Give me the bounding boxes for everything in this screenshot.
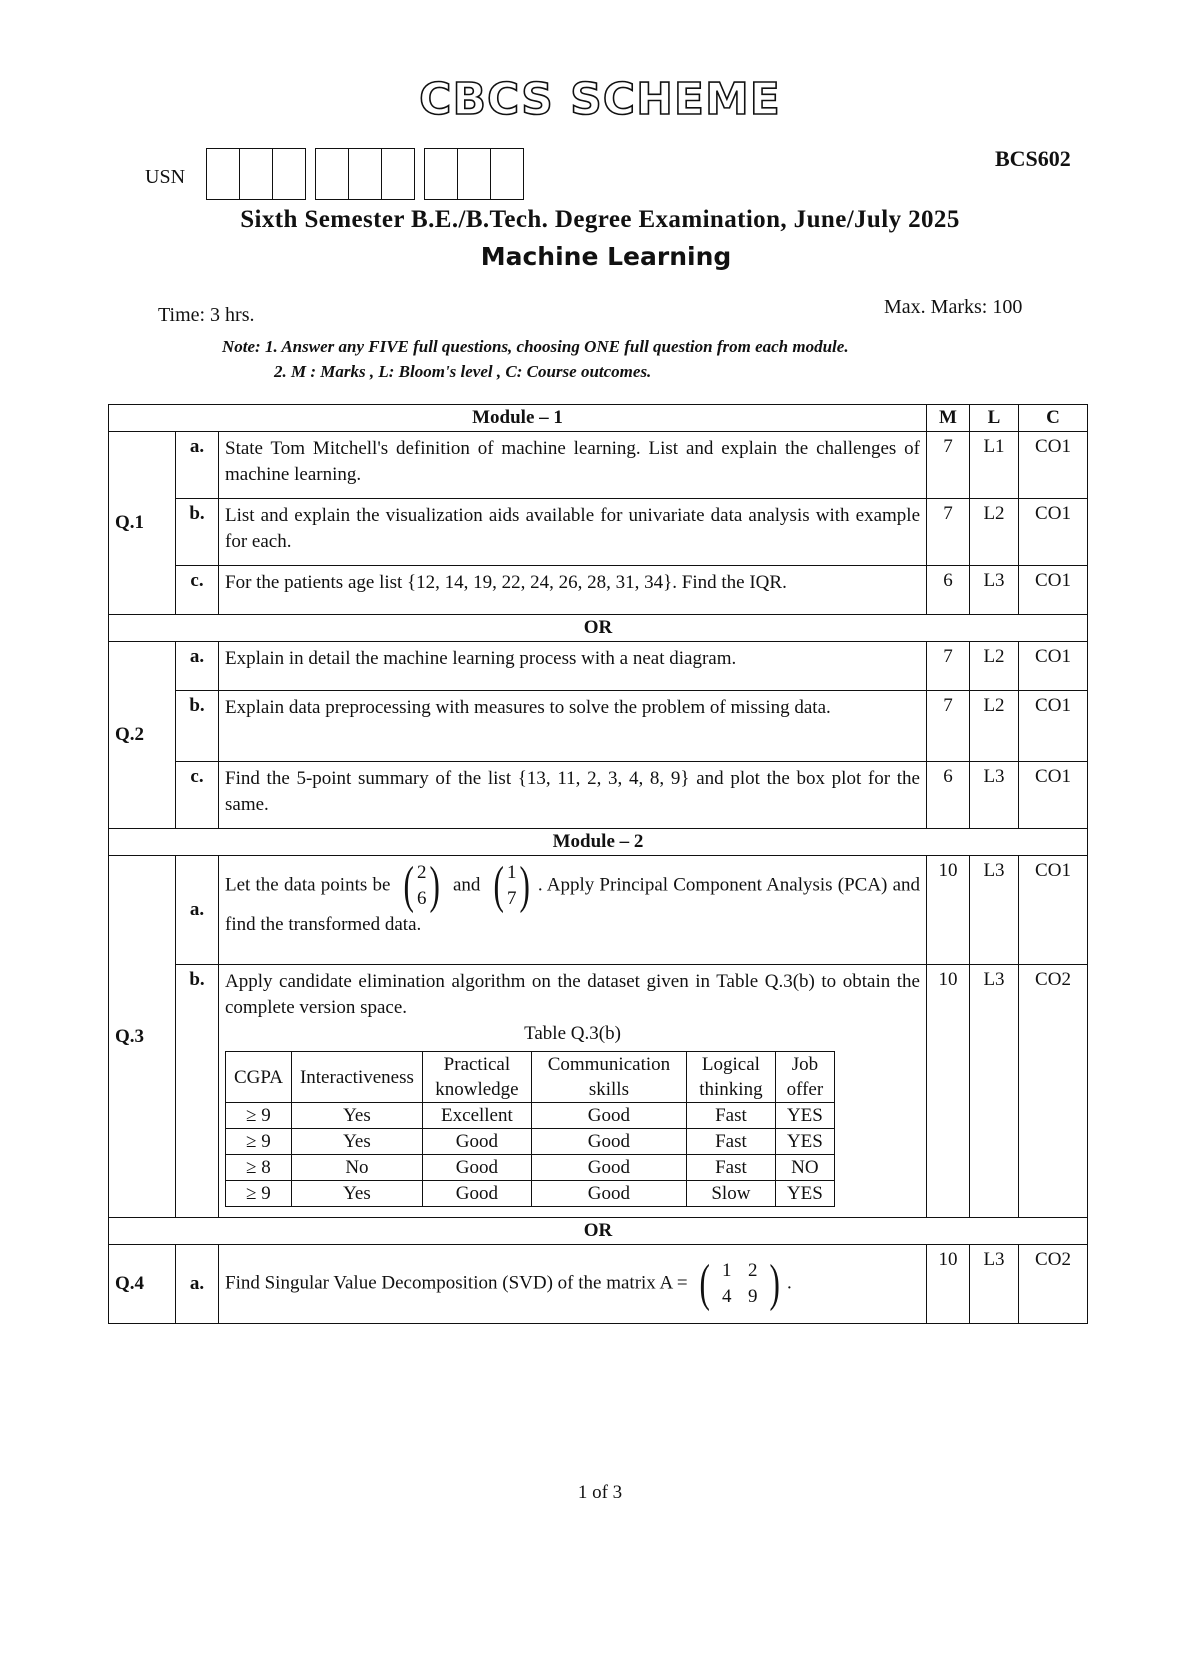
usn-box: [239, 148, 273, 200]
sub-label: a.: [176, 642, 219, 691]
blooms-level: L2: [970, 691, 1019, 762]
svd-text: Find Singular Value Decomposition (SVD) of the matrix A =: [225, 1272, 688, 1294]
or-label: OR: [109, 1218, 1088, 1245]
dataset-cell: Good: [531, 1155, 686, 1181]
question-number: Q.3: [109, 856, 176, 1218]
matrix-entry: 4: [721, 1286, 732, 1307]
module-1-header: [109, 405, 1088, 432]
question-row: [109, 965, 1088, 1218]
col-level-header: L: [970, 405, 1019, 432]
module-title: Module – 1: [109, 405, 927, 432]
or-label: OR: [109, 615, 1088, 642]
course-outcome: CO2: [1019, 1245, 1088, 1324]
dataset-row: [226, 1155, 835, 1181]
dataset-cell: Fast: [686, 1155, 775, 1181]
dataset-cell: Fast: [686, 1103, 775, 1129]
dataset-cell: Good: [531, 1103, 686, 1129]
question-text: List and explain the visualization aids available for univariate data analysis with example for each.: [219, 499, 927, 566]
time-allowed: Time: 3 hrs.: [158, 304, 255, 326]
sub-label: b.: [176, 965, 219, 1218]
question-text: Apply candidate elimination algorithm on the dataset given in Table Q.3(b) to obtain the complete version space.: [225, 971, 920, 1018]
course-outcome: CO1: [1019, 762, 1088, 829]
col-co-header: C: [1019, 405, 1088, 432]
question-row: [109, 691, 1088, 762]
marks: 7: [927, 432, 970, 499]
marks: 10: [927, 856, 970, 965]
dataset-header: Job offer: [775, 1052, 834, 1103]
sub-label: b.: [176, 691, 219, 762]
sub-label: a.: [176, 432, 219, 499]
dataset-cell: ≥ 8: [226, 1155, 292, 1181]
sub-label: a.: [176, 856, 219, 965]
usn-box: [381, 148, 415, 200]
dataset-cell: NO: [775, 1155, 834, 1181]
course-outcome: CO1: [1019, 856, 1088, 965]
usn-box: [348, 148, 382, 200]
course-outcome: CO1: [1019, 499, 1088, 566]
dataset-header: Logical thinking: [686, 1052, 775, 1103]
question-number: Q.4: [109, 1245, 176, 1324]
matrix-entry: 9: [747, 1286, 758, 1307]
or-separator: [109, 615, 1088, 642]
sub-label: c.: [176, 762, 219, 829]
paper-code: BCS602: [995, 146, 1071, 171]
module-title: Module – 2: [109, 829, 1088, 856]
dataset-cell: ≥ 9: [226, 1129, 292, 1155]
dataset-header: Practical knowledge: [422, 1052, 531, 1103]
note-line-1: Note: 1. Answer any FIVE full questions, choosing ONE full question from each module.: [222, 337, 849, 356]
dataset-header: Interactiveness: [291, 1052, 422, 1103]
question-text: Explain data preprocessing with measures to solve the problem of missing data.: [219, 691, 927, 762]
dataset-cell: Slow: [686, 1181, 775, 1207]
and-word: and: [453, 874, 481, 896]
matrix-entry: 1: [721, 1260, 732, 1281]
usn-box: [315, 148, 349, 200]
or-separator: [109, 1218, 1088, 1245]
marks: 7: [927, 691, 970, 762]
page-number: 1 of 3: [577, 1482, 623, 1503]
dataset-cell: ≥ 9: [226, 1181, 292, 1207]
dataset-cell: YES: [775, 1103, 834, 1129]
question-number: Q.1: [109, 432, 176, 615]
dataset-cell: Yes: [291, 1181, 422, 1207]
usn-box: [490, 148, 524, 200]
module-2-header: [109, 829, 1088, 856]
usn-box: [272, 148, 306, 200]
dataset-table: [225, 1051, 835, 1207]
question-row: [109, 566, 1088, 615]
question-text: For the patients age list {12, 14, 19, 22, 24, 26, 28, 31, 34}. Find the IQR.: [219, 566, 927, 615]
marks: 10: [927, 965, 970, 1218]
blooms-level: L3: [970, 856, 1019, 965]
exam-title: Sixth Semester B.E./B.Tech. Degree Examination, June/July 2025: [240, 206, 960, 233]
dataset-cell: Good: [422, 1181, 531, 1207]
pca-text-before: Let the data points be: [225, 874, 391, 896]
dataset-cell: Good: [531, 1129, 686, 1155]
subject-title: Machine Learning: [480, 242, 732, 271]
blooms-level: L3: [970, 1245, 1019, 1324]
question-row: [109, 1245, 1088, 1324]
dataset-row: [226, 1129, 835, 1155]
question-text: Explain in detail the machine learning process with a neat diagram.: [219, 642, 927, 691]
blooms-level: L3: [970, 762, 1019, 829]
col-marks-header: M: [927, 405, 970, 432]
course-outcome: CO1: [1019, 566, 1088, 615]
dataset-cell: Yes: [291, 1129, 422, 1155]
vector-2: ( 1 7 ): [493, 857, 531, 914]
dataset-header: Communication skills: [531, 1052, 686, 1103]
vector-entry: 1: [506, 862, 517, 883]
dataset-cell: Good: [531, 1181, 686, 1207]
question-number: Q.2: [109, 642, 176, 829]
dataset-cell: No: [291, 1155, 422, 1181]
course-outcome: CO2: [1019, 965, 1088, 1218]
dataset-cell: Excellent: [422, 1103, 531, 1129]
dataset-cell: Good: [422, 1129, 531, 1155]
dataset-cell: Fast: [686, 1129, 775, 1155]
max-marks: Max. Marks: 100: [884, 296, 1023, 318]
usn-boxes: [206, 148, 523, 200]
marks: 6: [927, 762, 970, 829]
matrix-a: ( 1 2 4 9 ): [699, 1255, 780, 1312]
blooms-level: L2: [970, 642, 1019, 691]
dataset-cell: Good: [422, 1155, 531, 1181]
marks: 6: [927, 566, 970, 615]
question-text: [219, 856, 927, 965]
instructions-note: [222, 334, 849, 384]
question-row: [109, 432, 1088, 499]
dataset-row: [226, 1181, 835, 1207]
dataset-header-row: [226, 1052, 835, 1103]
table-caption: Table Q.3(b): [524, 1023, 621, 1044]
vector-entry: 2: [416, 862, 427, 883]
pca-text-after: . Apply Principal Component Analysis (PCA) and find the transformed data.: [225, 874, 921, 935]
dataset-cell: ≥ 9: [226, 1103, 292, 1129]
dataset-cell: YES: [775, 1129, 834, 1155]
question-text: Find Singular Value Decomposition (SVD) of the matrix A = ( 1 2 4 9 ) .: [219, 1245, 927, 1324]
dataset-row: [226, 1103, 835, 1129]
sub-label: b.: [176, 499, 219, 566]
question-text-with-table: [219, 965, 927, 1218]
marks: 10: [927, 1245, 970, 1324]
usn-box: [206, 148, 240, 200]
question-text: Find the 5-point summary of the list {13, 11, 2, 3, 4, 8, 9} and plot the box plot for the same.: [219, 762, 927, 829]
usn-label: USN: [145, 166, 186, 188]
marks: 7: [927, 499, 970, 566]
question-row: [109, 856, 1088, 965]
blooms-level: L1: [970, 432, 1019, 499]
scheme-logo: CBCS SCHEME: [419, 74, 781, 125]
matrix-entry: 2: [747, 1260, 758, 1281]
usn-box: [457, 148, 491, 200]
question-row: [109, 642, 1088, 691]
question-row: [109, 762, 1088, 829]
blooms-level: L3: [970, 566, 1019, 615]
dataset-cell: YES: [775, 1181, 834, 1207]
course-outcome: CO1: [1019, 642, 1088, 691]
dataset-header: CGPA: [226, 1052, 292, 1103]
question-text: State Tom Mitchell's definition of machine learning. List and explain the challenges of machine learning.: [219, 432, 927, 499]
vector-entry: 6: [416, 888, 427, 909]
course-outcome: CO1: [1019, 432, 1088, 499]
sub-label: a.: [176, 1245, 219, 1324]
note-line-2: 2. M : Marks , L: Bloom's level , C: Course outcomes.: [274, 362, 652, 381]
question-row: [109, 499, 1088, 566]
blooms-level: L3: [970, 965, 1019, 1218]
dataset-cell: Yes: [291, 1103, 422, 1129]
usn-box: [424, 148, 458, 200]
blooms-level: L2: [970, 499, 1019, 566]
course-outcome: CO1: [1019, 691, 1088, 762]
sub-label: c.: [176, 566, 219, 615]
question-table: [108, 404, 1088, 1324]
marks: 7: [927, 642, 970, 691]
vector-1: ( 2 6 ): [403, 857, 441, 914]
vector-entry: 7: [506, 888, 517, 909]
